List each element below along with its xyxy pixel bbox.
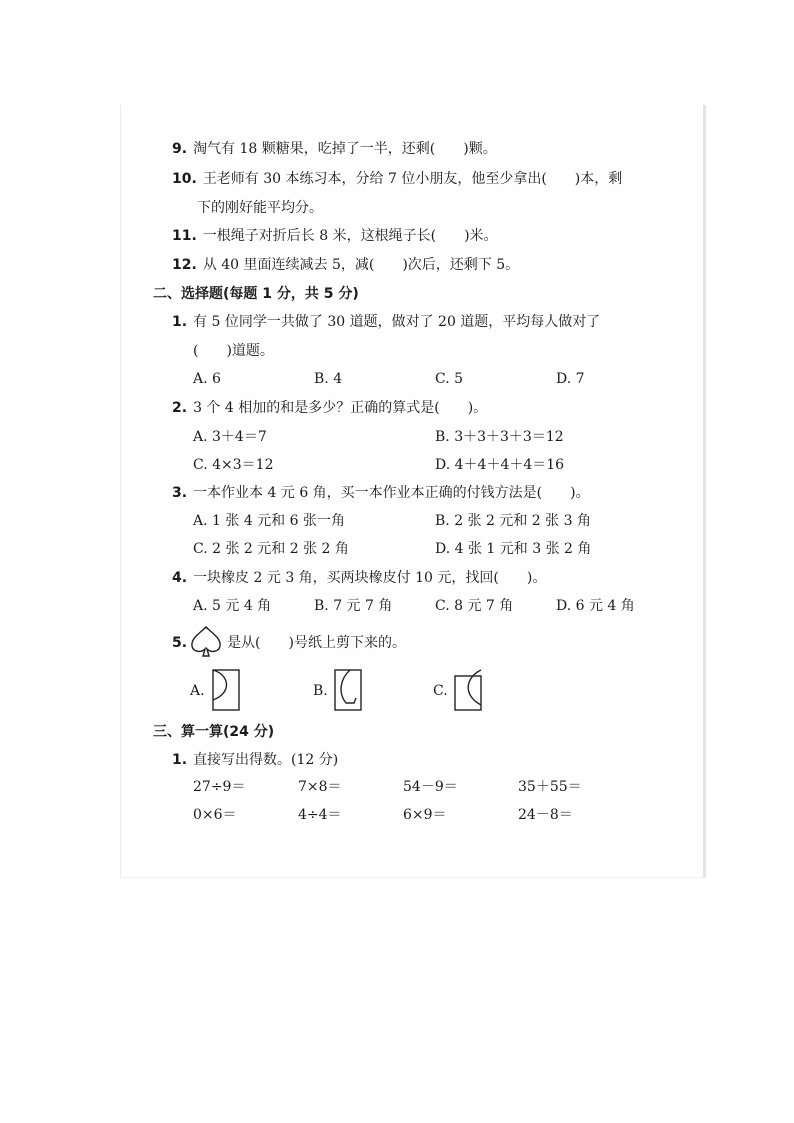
option-b: B. 2 张 2 元和 2 张 3 角 [435,513,591,529]
section-3-heading: 三、算一算(24 分) [153,724,275,740]
calc-item: 35＋55＝ [518,779,582,795]
paper-a-figure [210,667,242,713]
question-text: 淘气有 18 颗糖果，吃掉了一半，还剩( )颗。 [193,141,497,157]
option-d: D. 4 张 1 元和 3 张 2 角 [435,541,592,557]
option-c: C. 2 张 2 元和 2 张 2 角 [193,541,349,557]
question-number: 2. [172,400,188,416]
question-number: 12. [172,257,197,273]
choice-question-4 [172,569,546,587]
choice-question-1 [172,313,600,331]
spade-shape-icon [189,624,223,660]
question-text: 一本作业本 4 元 6 角，买一本作业本正确的付钱方法是( )。 [193,485,590,501]
option-a: A. 1 张 4 元和 6 张一角 [193,513,345,529]
option-d: D. 6 元 4 角 [556,598,635,614]
option-c: C. 4×3＝12 [193,457,274,473]
option-b: B. 4 [314,371,343,387]
question-text: 一根绳子对折后长 8 米，这根绳子长( )米。 [202,228,498,244]
question-text: 王老师有 30 本练习本，分给 7 位小朋友，他至少拿出( )本，剩 [202,171,623,187]
question-text: 从 40 里面连续减去 5，减( )次后，还剩下 5。 [202,257,520,273]
question-number: 10. [172,171,197,187]
section-2-heading: 二、选择题(每题 1 分，共 5 分) [153,286,359,302]
question-10-continued [197,199,323,217]
option-b: B. 7 元 7 角 [314,598,393,614]
calc-item: 27÷9＝ [193,779,246,795]
calc-question-1 [172,751,338,769]
calc-item: 0×6＝ [193,807,237,823]
paper-c-figure [452,667,484,713]
paper-b-figure [332,667,364,713]
question-11 [172,227,498,245]
question-number: 9. [172,141,188,157]
question-text: 直接写出得数。(12 分) [193,752,339,768]
question-number: 1. [172,752,188,768]
option-a: A. 3＋4＝7 [193,429,267,445]
question-number: 11. [172,228,197,244]
question-number: 4. [172,570,188,586]
question-text: ( )道题。 [193,343,274,359]
question-text: 一块橡皮 2 元 3 角，买两块橡皮付 10 元，找回( )。 [193,570,547,586]
calc-item: 24－8＝ [518,807,573,823]
question-9 [172,140,497,158]
question-text: 有 5 位同学一共做了 30 道题，做对了 20 道题，平均每人做对了 [193,314,601,330]
option-a: A. 5 元 4 角 [193,598,272,614]
choice-question-2 [172,399,487,417]
calc-item: 7×8＝ [298,779,342,795]
question-number: 1. [172,314,188,330]
calc-item: 6×9＝ [403,807,447,823]
question-text: 下的刚好能平均分。 [197,200,323,216]
option-a-label: A. [190,683,205,699]
option-c: C. 5 [435,371,464,387]
option-c-label: C. [433,683,448,699]
option-d: D. 4＋4＋4＋4＝16 [435,457,565,473]
option-c: C. 8 元 7 角 [435,598,514,614]
option-a: A. 6 [193,371,221,387]
question-12 [172,256,519,274]
choice-question-3 [172,484,590,502]
question-number: 3. [172,485,188,501]
question-text: 是从( )号纸上剪下来的。 [227,635,406,651]
question-10 [172,170,622,188]
option-b-label: B. [313,683,328,699]
calc-item: 54－9＝ [403,779,458,795]
question-text: 3 个 4 相加的和是多少？正确的算式是( )。 [193,400,488,416]
choice-question-1-continued [193,342,274,360]
option-b: B. 3＋3＋3＋3＝12 [435,429,564,445]
calc-item: 4÷4＝ [298,807,342,823]
option-d: D. 7 [556,371,585,387]
question-number: 5. [172,635,188,651]
